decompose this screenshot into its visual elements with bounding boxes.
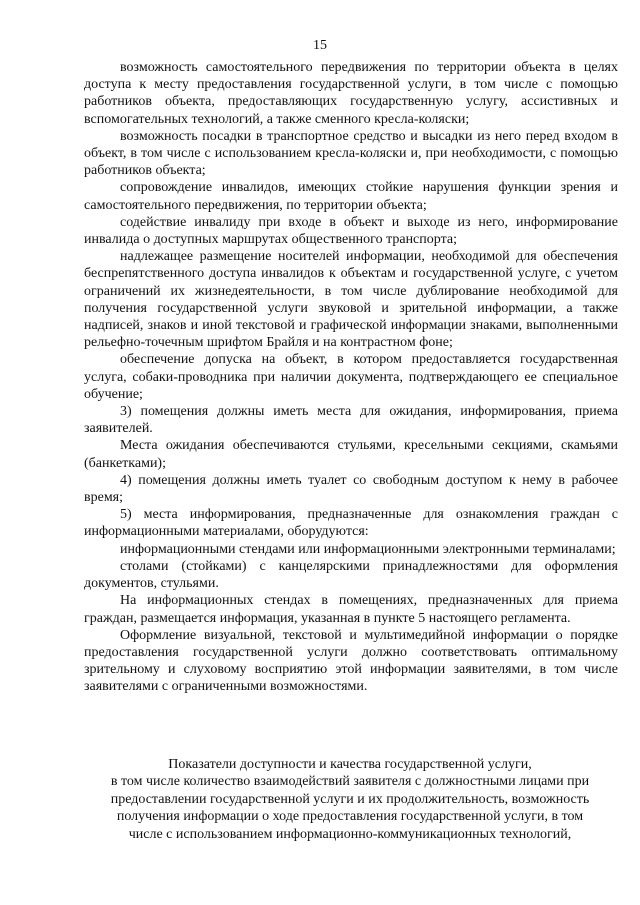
paragraph: информационными стендами или информационными электронными терминалами;: [120, 541, 616, 557]
paragraph: На информационных стендах в помещениях, предназначенных для приема граждан, размещается информация, указанная в пункте 5 настоящего регламента.: [84, 593, 618, 626]
paragraph: надлежащее размещение носителей информации, необходимой для обеспечения беспрепятственного доступа инвалидов к объектам и государственной услуге, с учетом ограничений их жизнедеятельности, в том числе дублирование необходимой для получения государственной услуги звуковой и зрительной информации, а также надписей, знаков и иной текстовой и графической информации знаками, выполненными рельефно-точечным шрифтом Брайля и на контрастном фоне;: [84, 249, 618, 351]
paragraph: содействие инвалиду при входе в объект и выходе из него, информирование инвалида о доступных маршрутах общественного транспорта;: [84, 214, 618, 248]
section-heading-line: в том числе количество взаимодействий заявителя с должностными лицами при: [110, 774, 590, 790]
paragraph: Места ожидания обеспечиваются стульями, кресельными секциями, скамьями (банкетками);: [84, 438, 618, 471]
paragraph: Оформление визуальной, текстовой и мультимедийной информации о порядке предоставления государственной услуги должно соответствовать оптимальному зрительному и слуховому восприятию этой информации заявителями, в том числе заявителями с ограниченными возможностями.: [84, 627, 618, 695]
section-heading-line: получения информации о ходе предоставления государственной услуги, в том: [116, 809, 584, 825]
paragraph: столами (стойками) с канцелярскими принадлежностями для оформления документов, стульями.: [84, 558, 618, 592]
section-heading-line: предоставлении государственной услуги и их продолжительность, возможность: [110, 791, 590, 807]
paragraph: обеспечение допуска на объект, в котором предоставляется государственная услуга, собаки-проводника при наличии документа, подтверждающего ее специальное обучение;: [84, 352, 618, 402]
paragraph: возможность самостоятельного передвижения по территории объекта в целях доступа к месту предоставления государственной услуги, в том числе с помощью работников объекта, предоставляющих государственную услугу, ассистивных и вспомогательных технологий, а также сменного кресла-коляски;: [84, 60, 618, 127]
section-heading-line: числе с использованием информационно-коммуникационных технологий,: [128, 826, 572, 842]
paragraph: 4) помещения должны иметь туалет со свободным доступом к нему в рабочее время;: [84, 472, 618, 506]
paragraph: сопровождение инвалидов, имеющих стойкие нарушения функции зрения и самостоятельного передвижения, по территории объекта;: [84, 180, 618, 213]
paragraph: 5) места информирования, предназначенные для ознакомления граждан с информационными материалами, оборудуются:: [84, 507, 618, 540]
body-text: [84, 59, 618, 696]
section-heading: [80, 756, 620, 843]
paragraph: 3) помещения должны иметь места для ожидания, информирования, приема заявителей.: [84, 404, 618, 437]
paragraph: возможность посадки в транспортное средство и высадки из него перед входом в объект, в том числе с использованием кресла-коляски и, при необходимости, с помощью работников объекта;: [84, 128, 618, 179]
section-heading-line: Показатели доступности и качества государственной услуги,: [168, 757, 532, 772]
page-number: 15: [313, 38, 327, 53]
